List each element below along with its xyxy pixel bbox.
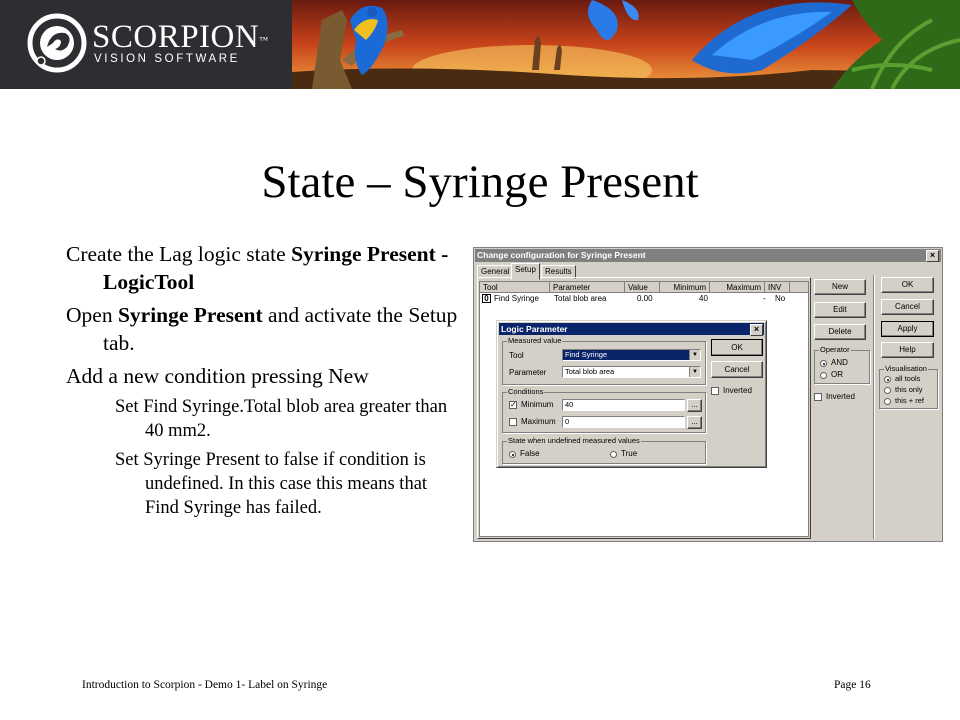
maximum-label: Maximum xyxy=(521,417,556,426)
parameter-label: Parameter xyxy=(509,368,547,377)
logo-subtitle: VISION SOFTWARE xyxy=(94,53,240,65)
jungle-scene-illustration xyxy=(292,0,960,89)
visualisation-all-label: all tools xyxy=(895,374,921,383)
column-header-parameter[interactable]: Parameter xyxy=(550,282,625,293)
bullet-item: Open Syringe Present and activate the Setup tab. xyxy=(66,303,458,355)
header-banner xyxy=(0,0,960,89)
help-button[interactable]: Help xyxy=(881,342,934,358)
minimum-label: Minimum xyxy=(521,400,554,409)
logo-title: SCORPION™ xyxy=(92,19,269,55)
bullet-item: Create the Lag logic state Syringe Present - LogicTool xyxy=(66,242,449,294)
cancel-button[interactable]: Cancel xyxy=(881,299,934,315)
sub-bullet-item: Set Syringe Present to false if condition is undefined. In this case this means that Find Syringe has failed. xyxy=(115,450,428,518)
logic-ok-button[interactable]: OK xyxy=(711,339,763,356)
column-header-minimum[interactable]: Minimum xyxy=(660,282,710,293)
operator-group xyxy=(814,345,870,384)
measured-value-label: Measured value xyxy=(508,336,562,345)
true-radio[interactable] xyxy=(610,451,617,458)
inverted-label: Inverted xyxy=(826,392,855,401)
minimum-browse-button[interactable]: ... xyxy=(687,399,702,412)
conditions-label: Conditions xyxy=(508,387,544,396)
column-header-maximum[interactable]: Maximum xyxy=(710,282,765,293)
tool-select-value: Find Syringe xyxy=(565,350,608,359)
column-header-inv[interactable]: INV xyxy=(765,282,790,293)
tool-select[interactable] xyxy=(562,349,701,361)
operator-label: Operator xyxy=(820,345,850,354)
footer-text: Introduction to Scorpion - Demo 1- Label on Syringe xyxy=(82,679,328,691)
tab-results[interactable]: Results xyxy=(541,265,576,279)
apply-button[interactable]: Apply xyxy=(881,321,934,337)
tab-setup[interactable]: Setup xyxy=(511,263,540,280)
bullet-item: Add a new condition pressing New xyxy=(66,364,369,388)
visualisation-all-radio[interactable] xyxy=(884,376,891,383)
undefined-state-label: State when undefined measured values xyxy=(508,436,640,445)
cell-maximum: - xyxy=(763,294,766,303)
parameter-select[interactable] xyxy=(562,366,701,378)
conditions-group xyxy=(502,387,706,433)
cell-inv: No xyxy=(775,294,786,303)
maximum-checkbox[interactable] xyxy=(509,418,517,426)
divider xyxy=(873,275,874,539)
minimum-checkbox[interactable]: ✓ xyxy=(510,400,517,409)
operator-and-label: AND xyxy=(831,358,848,367)
logic-inverted-checkbox[interactable] xyxy=(711,387,719,395)
operator-and-radio[interactable] xyxy=(820,360,827,367)
undefined-state-group xyxy=(502,436,706,464)
table-row[interactable] xyxy=(480,294,790,305)
measured-value-group xyxy=(502,336,706,385)
column-header-value[interactable]: Value xyxy=(625,282,660,293)
parameter-select-value: Total blob area xyxy=(565,367,615,376)
ok-button[interactable]: OK xyxy=(881,277,934,293)
cell-value: 0.00 xyxy=(637,294,653,303)
delete-button[interactable]: Delete xyxy=(814,324,866,340)
edit-button[interactable]: Edit xyxy=(814,302,866,318)
visualisation-group xyxy=(879,364,938,409)
logo xyxy=(0,0,292,89)
close-icon[interactable]: × xyxy=(926,250,939,262)
column-header-empty xyxy=(790,282,808,293)
row-index: 0 xyxy=(482,294,491,303)
slide-title: State – Syringe Present xyxy=(261,156,699,208)
scorpion-logo-icon xyxy=(27,13,87,73)
cell-minimum: 40 xyxy=(699,294,708,303)
chevron-down-icon[interactable]: ▼ xyxy=(689,350,700,360)
cell-tool: Find Syringe xyxy=(494,294,539,303)
tool-label: Tool xyxy=(509,351,524,360)
column-header-tool[interactable]: Tool xyxy=(480,282,550,293)
maximum-browse-button[interactable]: ... xyxy=(687,416,702,429)
page-number: Page 16 xyxy=(834,679,871,691)
false-label: False xyxy=(520,449,540,458)
maximum-input[interactable]: 0 xyxy=(562,416,685,428)
dialog-titlebar: Change configuration for Syringe Present xyxy=(475,249,941,262)
chevron-down-icon[interactable]: ▼ xyxy=(689,367,700,377)
visualisation-ref-label: this + ref xyxy=(895,396,924,405)
operator-or-label: OR xyxy=(831,370,843,379)
visualisation-only-radio[interactable] xyxy=(884,387,891,394)
logic-dialog-titlebar: Logic Parameter xyxy=(499,323,764,335)
logic-inverted-label: Inverted xyxy=(723,386,752,395)
visualisation-label: Visualisation xyxy=(885,364,927,373)
visualisation-only-label: this only xyxy=(895,385,923,394)
operator-or-radio[interactable] xyxy=(820,372,827,379)
false-radio[interactable] xyxy=(509,451,516,458)
visualisation-ref-radio[interactable] xyxy=(884,398,891,405)
tab-general[interactable]: General xyxy=(477,265,513,279)
logic-cancel-button[interactable]: Cancel xyxy=(711,361,763,378)
bullet-list xyxy=(66,240,461,525)
logic-parameter-dialog xyxy=(496,320,767,468)
new-button[interactable]: New xyxy=(814,279,866,295)
cell-parameter: Total blob area xyxy=(554,294,607,303)
minimum-input[interactable]: 40 xyxy=(562,399,685,411)
true-label: True xyxy=(621,449,638,458)
close-icon[interactable]: × xyxy=(750,324,763,336)
inverted-checkbox[interactable] xyxy=(814,393,822,401)
sub-bullet-item: Set Find Syringe.Total blob area greater than 40 mm2. xyxy=(115,397,448,441)
